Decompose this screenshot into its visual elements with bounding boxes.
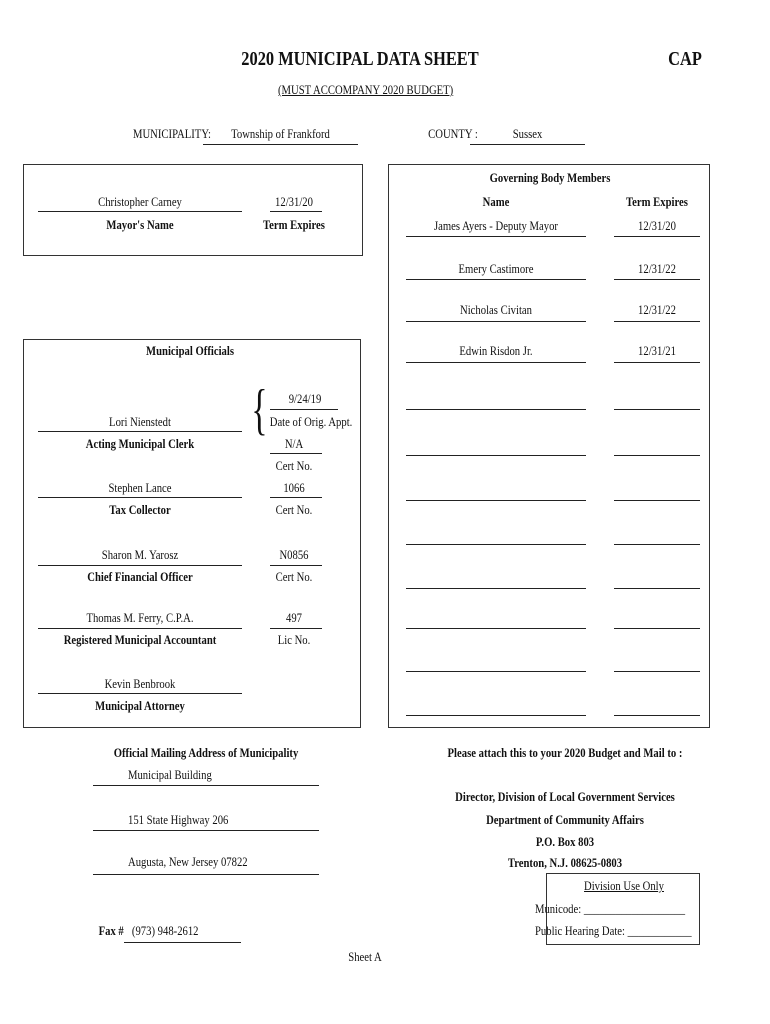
name-header: Name (482, 194, 510, 209)
county-label: COUNTY : (428, 126, 478, 141)
address-line2-underline (93, 830, 319, 831)
blank-name-line (406, 544, 586, 545)
blank-name-line (406, 409, 586, 410)
mail-line2: Department of Community Affairs (486, 812, 644, 827)
governing-body-title: Governing Body Members (489, 170, 611, 185)
mayor-label: Mayor's Name (106, 217, 174, 232)
tax-cert-underline (270, 497, 322, 498)
clerk-date-underline (270, 409, 338, 410)
member-term-underline (614, 236, 700, 237)
division-use-title: Division Use Only (584, 878, 664, 893)
rma-label: Registered Municipal Accountant (63, 632, 217, 647)
county-value: Sussex (512, 126, 543, 141)
blank-name-line (406, 628, 586, 629)
blank-name-line (406, 671, 586, 672)
blank-term-line (614, 588, 700, 589)
municipality-label: MUNICIPALITY: (133, 126, 211, 141)
tax-collector-underline (38, 497, 242, 498)
blank-term-line (614, 455, 700, 456)
mayor-name: Christopher Carney (98, 194, 182, 209)
term-header: Term Expires (626, 194, 688, 209)
cfo-cert-label: Cert No. (275, 569, 313, 584)
cfo-cert: N0856 (279, 547, 309, 562)
cfo-label: Chief Financial Officer (87, 569, 193, 584)
address-title: Official Mailing Address of Municipality (113, 745, 299, 760)
cfo-name: Sharon M. Yarosz (101, 547, 179, 562)
bracket-icon: { (251, 379, 268, 441)
county-underline (470, 144, 585, 145)
member-name-underline (406, 321, 586, 322)
mail-instruction: Please attach this to your 2020 Budget and Mail to : (447, 745, 683, 760)
rma-lic-underline (270, 628, 322, 629)
blank-term-line (614, 409, 700, 410)
member-term: 12/31/22 (638, 302, 676, 317)
governing-body-box (388, 164, 710, 728)
fax-underline (124, 942, 241, 943)
clerk-date-label: Date of Orig. Appt. (269, 414, 353, 429)
clerk-label: Acting Municipal Clerk (85, 436, 195, 451)
clerk-cert: N/A (284, 436, 304, 451)
mayor-box (23, 164, 363, 256)
member-name-underline (406, 236, 586, 237)
clerk-name-underline (38, 431, 242, 432)
tax-cert-label: Cert No. (275, 502, 313, 517)
cfo-cert-underline (270, 565, 322, 566)
member-term-underline (614, 321, 700, 322)
municipality-underline (203, 144, 358, 145)
municipality-value: Township of Frankford (231, 126, 330, 141)
mayor-name-underline (38, 211, 242, 212)
address-line1: Municipal Building (128, 767, 212, 782)
clerk-name: Lori Nienstedt (109, 414, 171, 429)
member-name-underline (406, 279, 586, 280)
blank-name-line (406, 500, 586, 501)
form-code: CAP (668, 48, 702, 70)
fax-number: (973) 948-2612 (131, 923, 199, 938)
cfo-underline (38, 565, 242, 566)
member-term-underline (614, 279, 700, 280)
tax-collector-label: Tax Collector (109, 502, 171, 517)
fax-label: Fax # (98, 923, 124, 938)
member-name: James Ayers - Deputy Mayor (434, 218, 558, 233)
attorney-name: Kevin Benbrook (104, 676, 176, 691)
blank-term-line (614, 544, 700, 545)
member-term: 12/31/21 (638, 343, 676, 358)
blank-term-line (614, 628, 700, 629)
address-line2: 151 State Highway 206 (128, 812, 229, 827)
tax-collector-name: Stephen Lance (108, 480, 172, 495)
mayor-term: 12/31/20 (275, 194, 313, 209)
rma-name: Thomas M. Ferry, C.P.A. (86, 610, 194, 625)
mail-line1: Director, Division of Local Government Services (455, 789, 675, 804)
municode-field: Municode: ___________________ (535, 901, 686, 916)
blank-name-line (406, 588, 586, 589)
clerk-date: 9/24/19 (288, 391, 322, 406)
blank-term-line (614, 715, 700, 716)
officials-title: Municipal Officials (146, 343, 234, 358)
member-name: Emery Castimore (458, 261, 534, 276)
mayor-term-label: Term Expires (263, 217, 325, 232)
mail-line4: Trenton, N.J. 08625-0803 (507, 855, 623, 870)
address-line1-underline (93, 785, 319, 786)
member-term: 12/31/22 (638, 261, 676, 276)
sheet-label: Sheet A (348, 949, 382, 964)
blank-term-line (614, 671, 700, 672)
member-name-underline (406, 362, 586, 363)
member-term-underline (614, 362, 700, 363)
mayor-term-underline (270, 211, 322, 212)
address-line3-underline (93, 874, 319, 875)
mail-line3: P.O. Box 803 (535, 834, 595, 849)
member-term: 12/31/20 (638, 218, 676, 233)
rma-lic: 497 (286, 610, 302, 625)
member-name: Nicholas Civitan (460, 302, 532, 317)
address-line3: Augusta, New Jersey 07822 (128, 854, 248, 869)
attorney-underline (38, 693, 242, 694)
rma-lic-label: Lic No. (277, 632, 311, 647)
member-name: Edwin Risdon Jr. (459, 343, 533, 358)
tax-collector-cert: 1066 (283, 480, 305, 495)
clerk-cert-label: Cert No. (275, 458, 313, 473)
page-subtitle: (MUST ACCOMPANY 2020 BUDGET) (278, 82, 454, 97)
blank-name-line (406, 455, 586, 456)
page-title: 2020 MUNICIPAL DATA SHEET (241, 48, 479, 70)
blank-term-line (614, 500, 700, 501)
hearing-date-field: Public Hearing Date: ____________ (535, 923, 692, 938)
attorney-label: Municipal Attorney (95, 698, 185, 713)
blank-name-line (406, 715, 586, 716)
clerk-cert-underline (270, 453, 322, 454)
rma-underline (38, 628, 242, 629)
